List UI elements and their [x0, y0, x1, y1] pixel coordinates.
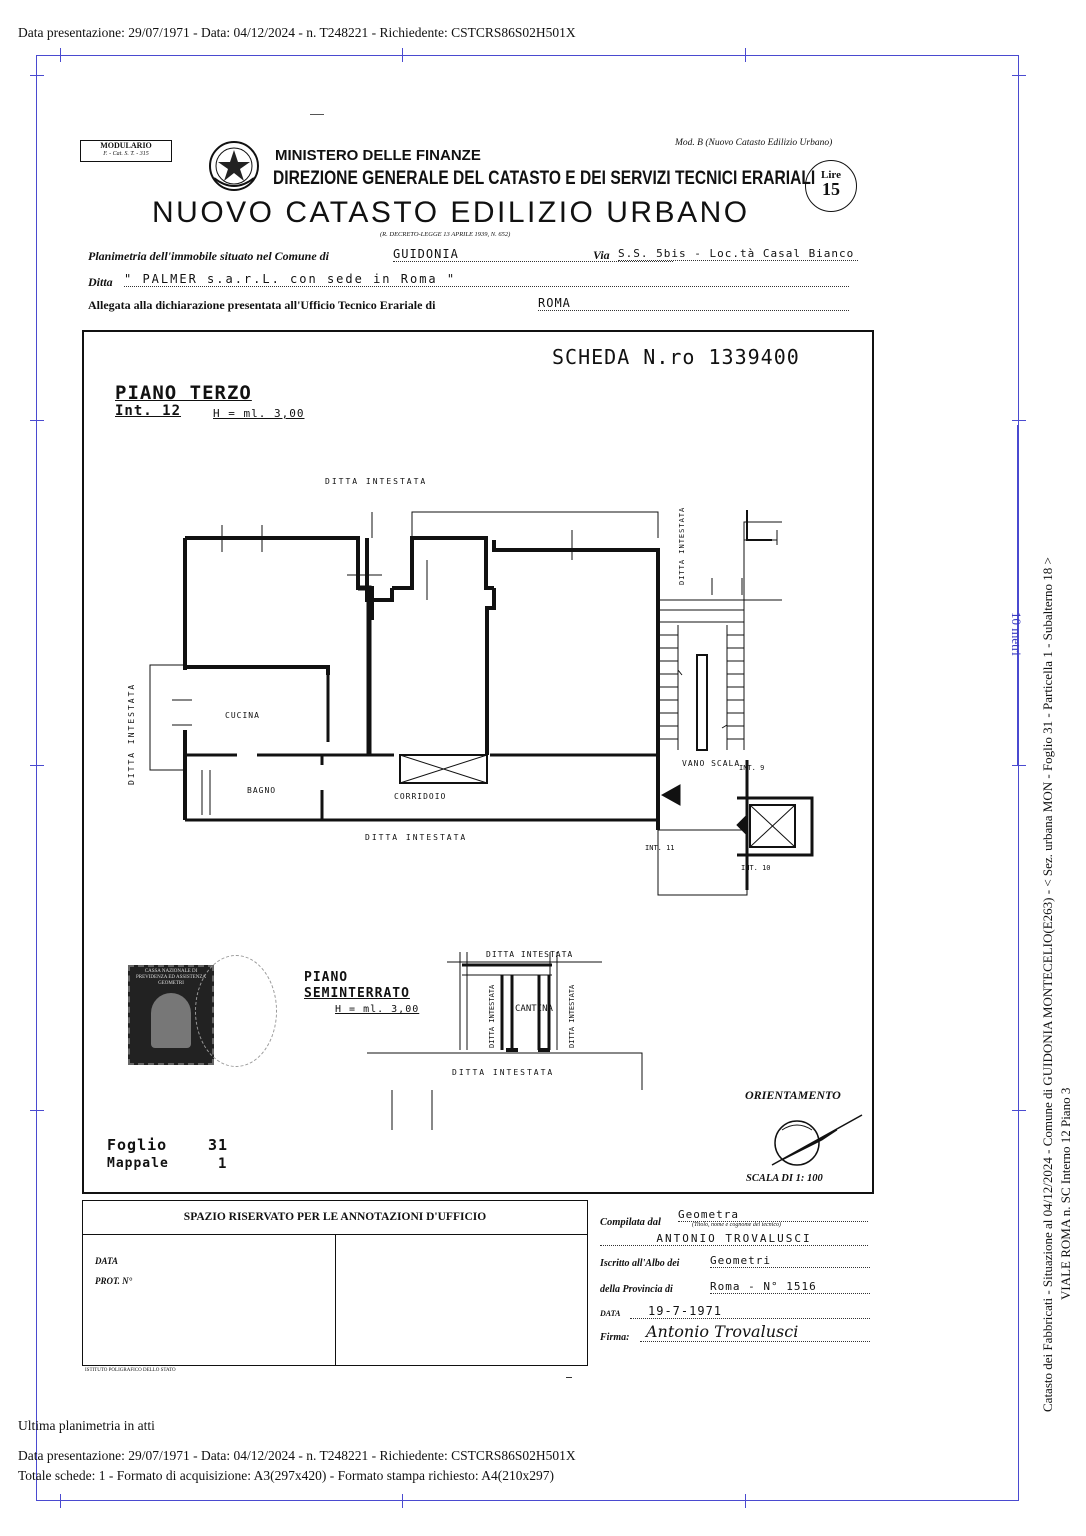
mod-b-label: Mod. B (Nuovo Catasto Edilizio Urbano)	[675, 138, 833, 148]
firma-label: Firma:	[600, 1332, 630, 1343]
piano-semi-label-2: SEMINTERRATO	[304, 986, 410, 1001]
height-2-label: H = ml. 3,00	[335, 1004, 420, 1015]
piano-terzo-label: PIANO TERZO	[115, 382, 252, 404]
header-info: Data presentazione: 29/07/1971 - Data: 04/12/2024 - n. T248221 - Richiedente: CSTCRS86S02H501X	[18, 25, 576, 40]
side-address-info: VIALE ROMA n. SC Interno 12 Piano 3	[1058, 1087, 1073, 1300]
int-10-label: INT. 10	[741, 864, 771, 872]
ditta-row	[88, 272, 858, 290]
ditta-intestata-bottom: DITTA INTESTATA	[365, 833, 468, 842]
cantina-label: CANTINA	[515, 1004, 553, 1014]
lire-label: Lire	[821, 169, 841, 181]
mappale-value: 1	[218, 1156, 228, 1172]
bagno-label: BAGNO	[247, 786, 277, 795]
compilata-sub: (Titolo, nome e cognome del tecnico)	[692, 1222, 781, 1228]
cucina-label: CUCINA	[225, 711, 260, 720]
modulario-label: MODULARIO	[100, 141, 152, 150]
ditta-label: Ditta	[88, 275, 113, 289]
provincia-value: Roma - N° 1516	[710, 1280, 870, 1294]
annotations-title: SPAZIO RISERVATO PER LE ANNOTAZIONI D'UFFICIO	[83, 1201, 587, 1235]
provincia-label: della Provincia di	[600, 1284, 673, 1295]
foglio-label: Foglio	[107, 1136, 168, 1154]
prot-label: PROT. N°	[95, 1276, 133, 1286]
mappale-label: Mappale	[107, 1156, 169, 1171]
compilata-label: Compilata dal	[600, 1217, 661, 1228]
top-mark	[310, 114, 324, 115]
printer-label: ISTITUTO POLIGRAFICO DELLO STATO	[85, 1368, 176, 1373]
ministry-title: MINISTERO DELLE FINANZE	[275, 147, 481, 164]
decree-label: (R. DECRETO-LEGGE 13 APRILE 1939, N. 652)	[380, 231, 511, 238]
int-label: Int. 12	[115, 403, 182, 419]
int-11-label: INT. 11	[645, 844, 675, 852]
ditta-intestata-semi-top: DITTA INTESTATA	[486, 950, 574, 959]
orientamento-label: ORIENTAMENTO	[745, 1088, 841, 1102]
modulario-box	[80, 140, 172, 162]
firma-signature: Antonio Trovalusci	[640, 1322, 870, 1342]
scheda-number: SCHEDA N.ro 1339400	[552, 345, 800, 369]
data2-label: DATA	[600, 1309, 621, 1318]
vano-scala-label: VANO SCALA	[682, 759, 741, 768]
compilata-value: Geometra	[678, 1208, 868, 1222]
height-label: H = ml. 3,00	[213, 407, 305, 420]
footer-line-1: Data presentazione: 29/07/1971 - Data: 04/12/2024 - n. T248221 - Richiedente: CSTCRS86S02H501X	[18, 1448, 576, 1463]
scala-label: SCALA DI 1: 100	[746, 1173, 823, 1184]
stamp-text: CASSA NAZIONALE DI PREVIDENZA ED ASSISTENZA GEOMETRI	[135, 969, 206, 986]
int-9-label: INT. 9	[739, 764, 765, 772]
ufficio-value: ROMA	[538, 296, 849, 311]
planimetria-label: Planimetria dell'immobile situato nel Comune di	[88, 249, 330, 263]
ditta-intestata-cantina-left: DITTA INTESTATA	[488, 984, 496, 1048]
ditta-intestata-left: DITTA INTESTATA	[127, 682, 136, 785]
comune-value: GUIDONIA	[393, 247, 673, 262]
iscritto-label: Iscritto all'Albo dei	[600, 1258, 680, 1269]
mark	[566, 1377, 572, 1378]
state-emblem	[206, 138, 262, 194]
ditta-value: " PALMER s.a.r.L. con sede in Roma "	[124, 272, 849, 287]
scale-label: 10 metri	[1009, 612, 1024, 656]
tecnico-value: ANTONIO TROVALUSCI	[600, 1232, 868, 1246]
ditta-intestata-semi-bottom: DITTA INTESTATA	[452, 1068, 555, 1077]
catasto-title: NUOVO CATASTO EDILIZIO URBANO	[152, 196, 750, 229]
via-label: Via	[593, 248, 610, 262]
modulario-sub: F. - Cat. S. T. - 315	[103, 151, 149, 157]
lire-stamp	[805, 160, 857, 212]
planimetria-row	[88, 247, 858, 265]
ditta-intestata-right: DITTA INTESTATA	[678, 506, 686, 585]
iscritto-value: Geometri	[710, 1254, 870, 1268]
allegata-row	[88, 296, 858, 314]
ultima-planimetria: Ultima planimetria in atti	[18, 1418, 155, 1433]
direction-title: DIREZIONE GENERALE DEL CATASTO E DEI SERVIZI TECNICI ERARIALI	[273, 168, 816, 189]
allegata-label: Allegata alla dichiarazione presentata all'Ufficio Tecnico Erariale di	[88, 298, 436, 312]
piano-semi-label-1: PIANO	[304, 970, 349, 985]
side-cadastral-info: Catasto dei Fabbricati - Situazione al 04/12/2024 - Comune di GUIDONIA MONTECELIO(E263) - < Sez. urbana MON - Foglio 31 - Particella 1 - Subalterno 18 >	[1040, 557, 1055, 1412]
data2-value: 19-7-1971	[630, 1304, 870, 1319]
stamp-cancel-mark	[195, 955, 277, 1067]
data-label: DATA	[95, 1256, 119, 1266]
ditta-intestata-cantina-right: DITTA INTESTATA	[568, 984, 576, 1048]
annotations-box	[82, 1200, 588, 1366]
compiler-block	[600, 1208, 872, 1348]
footer-line-2: Totale schede: 1 - Formato di acquisizione: A3(297x420) - Formato stampa richiesto: A4(210x297)	[18, 1468, 554, 1483]
lire-value: 15	[822, 179, 840, 199]
ditta-intestata-top: DITTA INTESTATA	[325, 477, 428, 486]
corridoio-label: CORRIDOIO	[394, 792, 447, 801]
via-value: S.S. 5bis - Loc.tà Casal Bianco	[618, 247, 858, 261]
foglio-value: 31	[208, 1136, 229, 1154]
